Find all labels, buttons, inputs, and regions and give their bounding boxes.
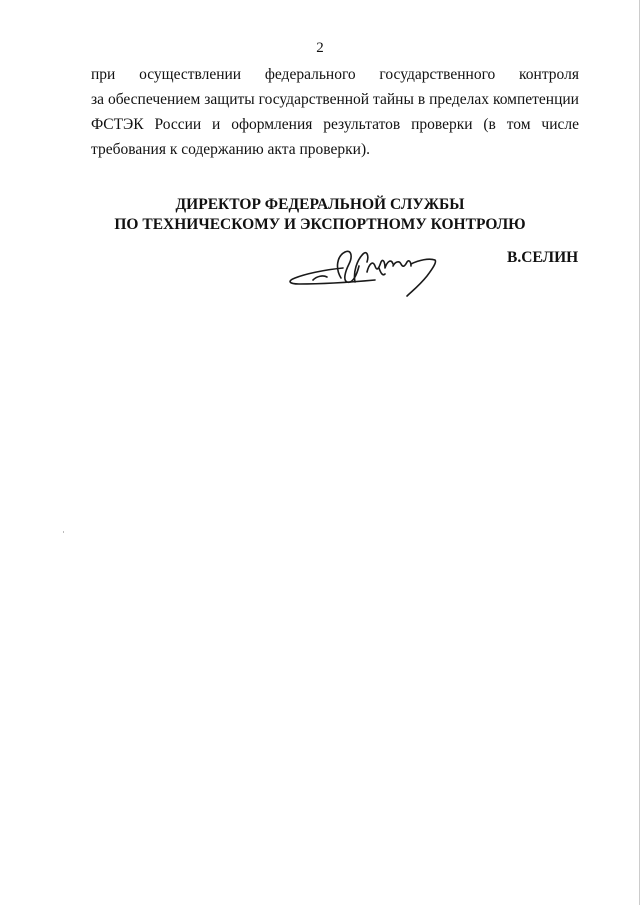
word: компетенции	[492, 91, 579, 108]
signatory-title-line-1: ДИРЕКТОР ФЕДЕРАЛЬНОЙ СЛУЖБЫ	[175, 196, 465, 213]
page-number: 2	[316, 40, 324, 56]
word: при	[91, 66, 116, 83]
scan-speck	[63, 531, 64, 533]
handwritten-signature-icon	[283, 238, 445, 300]
word: в	[417, 91, 426, 108]
word: обеспечением	[107, 91, 201, 108]
word: контроля	[519, 66, 579, 83]
word: за	[91, 91, 105, 108]
word: пределах	[429, 91, 489, 108]
word: осуществлении	[139, 66, 242, 83]
word: ФСТЭК	[91, 116, 144, 133]
word: проверки	[411, 116, 473, 133]
word: тайны	[373, 91, 414, 108]
body-line-4: требования к содержанию акта проверки).	[91, 141, 370, 158]
word: оформления	[231, 116, 313, 133]
body-line-3	[91, 115, 579, 135]
signatory-title-line-2: ПО ТЕХНИЧЕСКОМУ И ЭКСПОРТНОМУ КОНТРОЛЮ	[114, 216, 526, 233]
word: федерального	[264, 66, 356, 83]
word: результатов	[323, 116, 401, 133]
word: и	[212, 116, 221, 133]
signatory-name: В.СЕЛИН	[507, 249, 579, 266]
word: защиты	[204, 91, 255, 108]
word: государственного	[379, 66, 496, 83]
word: числе	[541, 116, 579, 133]
word: (в	[483, 116, 496, 133]
word: России	[154, 116, 202, 133]
body-line-2	[91, 90, 579, 110]
word: государственной	[258, 91, 370, 108]
body-line-1	[91, 65, 579, 85]
word: том	[506, 116, 531, 133]
